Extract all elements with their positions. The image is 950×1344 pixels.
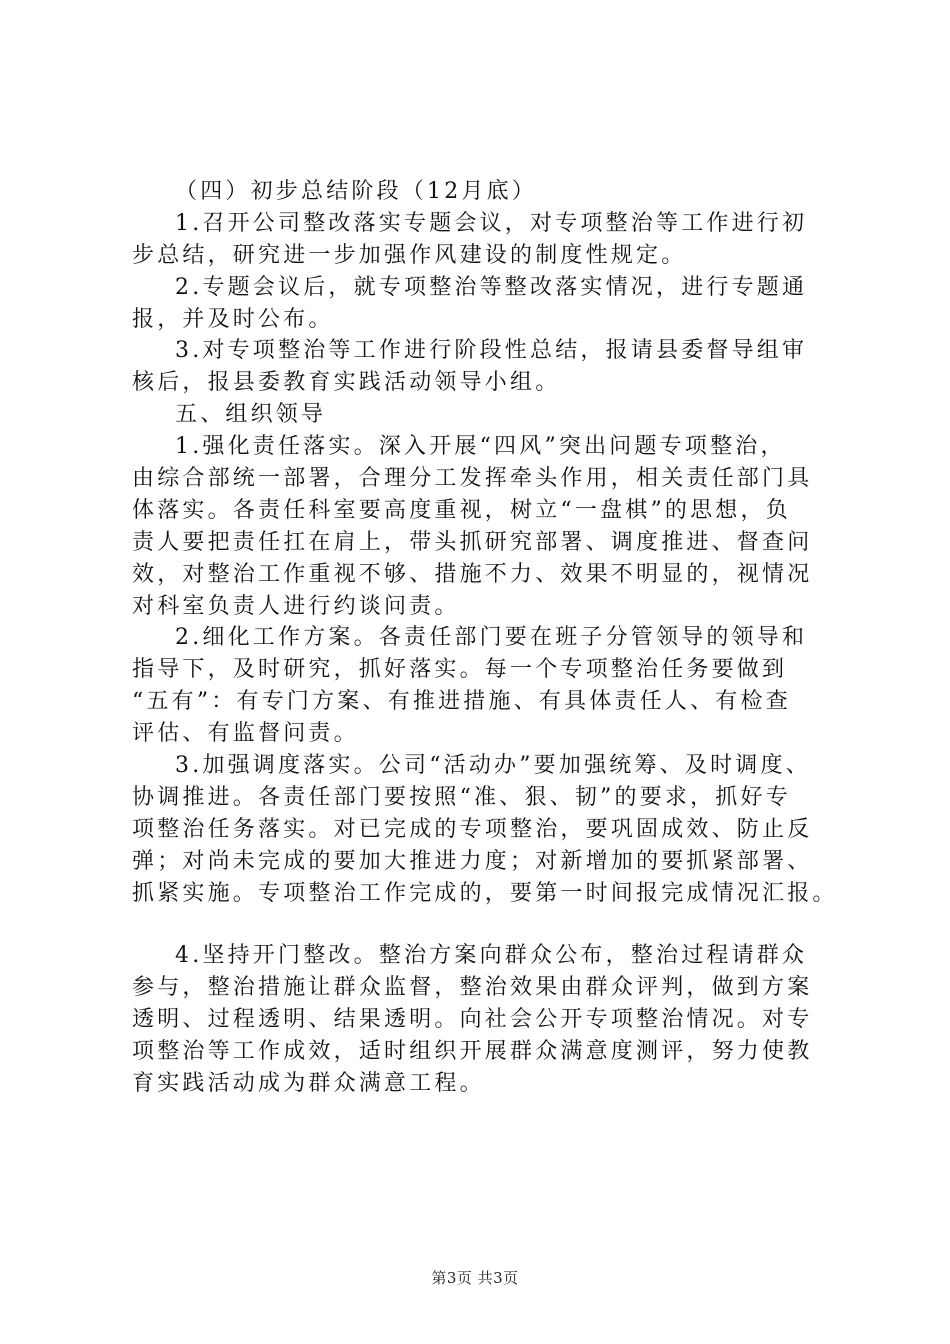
paragraph-line: 3.对专项整治等工作进行阶段性总结，报请县委督导组审 bbox=[175, 338, 808, 364]
document-body bbox=[132, 176, 862, 1100]
paragraph-line: 报，并及时公布。 bbox=[132, 306, 334, 332]
heading-organization: 五、组织领导 bbox=[175, 402, 327, 428]
paragraph-line: 指导下，及时研究，抓好落实。每一个专项整治任务要做到 bbox=[132, 657, 788, 683]
paragraph-line: 弹；对尚未完成的要加大推进力度；对新增加的要抓紧部署、 bbox=[132, 848, 813, 874]
paragraph-line: 育实践活动成为群众满意工程。 bbox=[132, 1071, 485, 1097]
heading-stage-four: （四）初步总结阶段（12月底） bbox=[175, 179, 537, 204]
paragraph-line: 协调推进。各责任部门要按照“准、狠、韧”的要求，抓好专 bbox=[132, 784, 791, 810]
paragraph-line: 透明、过程透明、结果透明。向社会公开专项整治情况。对专 bbox=[132, 1007, 813, 1033]
paragraph-line: 2.专题会议后，就专项整治等整改落实情况，进行专题通 bbox=[175, 274, 808, 300]
paragraph-line: 1.强化责任落实。深入开展“四风”突出问题专项整治， bbox=[175, 434, 786, 460]
paragraph-line: 体落实。各责任科室要高度重视，树立“一盘棋”的思想，负 bbox=[132, 497, 791, 523]
paragraph-gap bbox=[132, 909, 862, 940]
paragraph-line: 4.坚持开门整改。整治方案向群众公布，整治过程请群众 bbox=[175, 943, 808, 969]
paragraph-line: 项整治任务落实。对已完成的专项整治，要巩固成效、防止反 bbox=[132, 816, 813, 842]
paragraph-line: 责人要把责任扛在肩上，带头抓研究部署、调度推进、督查问 bbox=[132, 529, 813, 555]
paragraph-line: 抓紧实施。专项整治工作完成的，要第一时间报完成情况汇报。 bbox=[132, 880, 838, 906]
paragraph-line: 参与，整治措施让群众监督，整治效果由群众评判，做到方案 bbox=[132, 975, 813, 1001]
paragraph-line: 步总结，研究进一步加强作风建设的制度性规定。 bbox=[132, 242, 687, 268]
paragraph-line: 3.加强调度落实。公司“活动办”要加强统筹、及时调度、 bbox=[175, 753, 811, 779]
paragraph-line: 评估、有监督问责。 bbox=[132, 721, 359, 747]
paragraph-line: 对科室负责人进行约谈问责。 bbox=[132, 593, 460, 619]
paragraph-line: 项整治等工作成效，适时组织开展群众满意度测评，努力使教 bbox=[132, 1039, 813, 1065]
page-number-footer: 第3页 共3页 bbox=[431, 1269, 519, 1287]
paragraph-line: 由综合部统一部署，合理分工发挥牵头作用，相关责任部门具 bbox=[132, 466, 813, 492]
paragraph-line: 1.召开公司整改落实专题会议，对专项整治等工作进行初 bbox=[175, 210, 808, 236]
paragraph-line: 2.细化工作方案。各责任部门要在班子分管领导的领导和 bbox=[175, 625, 808, 651]
paragraph-line: 效，对整治工作重视不够、措施不力、效果不明显的，视情况 bbox=[132, 561, 813, 587]
paragraph-line: “五有”：有专门方案、有推进措施、有具体责任人、有检查 bbox=[132, 689, 791, 715]
paragraph-line: 核后，报县委教育实践活动领导小组。 bbox=[132, 370, 561, 396]
